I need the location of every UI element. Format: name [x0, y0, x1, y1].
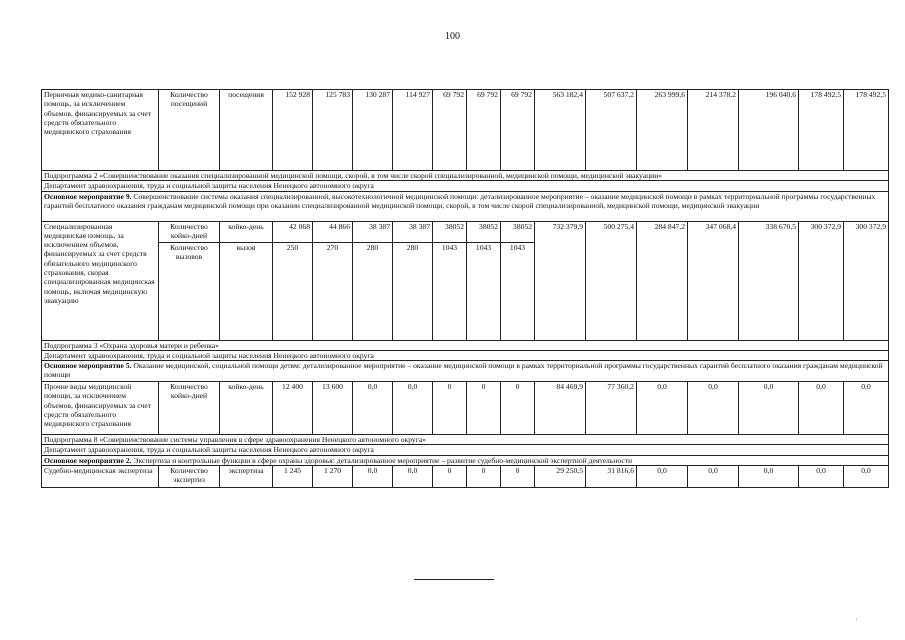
finance-cell: 263 999,6	[637, 90, 688, 171]
finance-cell: 732 379,9	[535, 221, 586, 340]
finance-cell: 300 372,9	[799, 221, 844, 340]
value-cell: 152 928	[273, 90, 313, 171]
finance-cell: 178 492,5	[844, 90, 889, 171]
subprogram-row	[42, 435, 889, 445]
event-description	[42, 455, 889, 465]
value-cell: 0	[501, 382, 535, 435]
department-name: Департамент здравоохранения, труда и социальной защиты населения Ненецкого автономного округа	[42, 350, 889, 360]
event-label: Основное мероприятие 9.	[44, 191, 132, 201]
finance-cell: 0,0	[844, 466, 889, 488]
event-row	[42, 455, 889, 465]
value-cell: 0	[467, 466, 501, 488]
value-cell: 280	[353, 242, 393, 340]
value-cell: 44 866	[313, 221, 353, 242]
value-cell: 38052	[433, 221, 467, 242]
unit-cell: экспертиза	[220, 466, 273, 488]
value-cell: 1043	[501, 242, 535, 340]
finance-cell: 563 182,4	[535, 90, 586, 171]
value-cell: 69 792	[433, 90, 467, 171]
department-name: Департамент здравоохранения, труда и социальной защиты населения Ненецкого автономного округа	[42, 181, 889, 191]
event-text: Оказание медицинской, социальной помощи детям: детализированное мероприятие – оказание медицинской помощи в рамках территориальной программы государственных гарантий бесплатного оказания гражданам медицинской помощи	[44, 361, 883, 380]
finance-cell: 507 637,2	[586, 90, 637, 171]
finance-cell: 31 816,6	[586, 466, 637, 488]
event-row	[42, 361, 889, 382]
subprogram-row	[42, 340, 889, 350]
indicator-cell: Количество койко-дней	[159, 221, 220, 242]
value-cell: 114 927	[393, 90, 433, 171]
unit-cell: койко-день	[220, 382, 273, 435]
unit-cell: койко-день	[220, 221, 273, 242]
event-label: Основное мероприятие 5.	[44, 361, 132, 371]
finance-cell: 338 670,5	[739, 221, 799, 340]
scan-speck	[856, 619, 857, 620]
value-cell: 0,0	[353, 466, 393, 488]
finance-cell: 284 847,2	[637, 221, 688, 340]
table-row	[42, 466, 889, 488]
value-cell: 125 783	[313, 90, 353, 171]
indicator-cell: Количество вызовов	[159, 242, 220, 340]
department-row	[42, 181, 889, 191]
finance-cell: 0,0	[637, 382, 688, 435]
value-cell: 0	[501, 466, 535, 488]
value-cell: 0,0	[393, 466, 433, 488]
activity-name-cell: Первичная медико-санитарная помощь, за исключением объемов, финансируемых за счет средств обязательного медицинского страхования	[42, 90, 159, 171]
value-cell: 270	[313, 242, 353, 340]
value-cell: 1 245	[273, 466, 313, 488]
finance-cell: 0,0	[688, 382, 739, 435]
finance-cell: 214 378,2	[688, 90, 739, 171]
value-cell: 0,0	[353, 382, 393, 435]
event-text: Экспертиза и контрольные функции в сфере охраны здоровья: детализированное мероприятие – развитие судебно-медицинской экспертной деятельности	[131, 455, 633, 465]
value-cell: 69 792	[467, 90, 501, 171]
value-cell: 38 387	[393, 221, 433, 242]
department-row	[42, 445, 889, 455]
value-cell: 69 792	[501, 90, 535, 171]
value-cell: 38052	[501, 221, 535, 242]
subprogram-title: Подпрограмма 8 «Совершенствование системы управления в сфере здравоохранения Ненецкого автономного округа»	[42, 435, 889, 445]
program-table	[41, 89, 889, 488]
finance-cell: 0,0	[799, 382, 844, 435]
value-cell: 38052	[467, 221, 501, 242]
department-name: Департамент здравоохранения, труда и социальной защиты населения Ненецкого автономного округа	[42, 445, 889, 455]
page-number: 100	[445, 31, 460, 42]
finance-cell: 0,0	[637, 466, 688, 488]
value-cell: 250	[273, 242, 313, 340]
subprogram-row	[42, 171, 889, 181]
footnote-separator	[414, 579, 494, 580]
finance-cell: 29 250,5	[535, 466, 586, 488]
unit-cell: посещения	[220, 90, 273, 171]
indicator-cell: Количество экспертиз	[159, 466, 220, 488]
activity-name-cell: Прочие виды медицинской помощи, за исключением объемов, финансируемых за счет средств обязательного медицинского страхования	[42, 382, 159, 435]
value-cell: 12 400	[273, 382, 313, 435]
value-cell: 0	[433, 382, 467, 435]
finance-cell: 0,0	[688, 466, 739, 488]
event-row	[42, 191, 889, 221]
finance-cell: 178 492,5	[799, 90, 844, 171]
event-description	[42, 191, 889, 221]
finance-cell: 84 469,9	[535, 382, 586, 435]
finance-cell: 0,0	[739, 466, 799, 488]
value-cell: 130 287	[353, 90, 393, 171]
event-description	[42, 361, 889, 382]
value-cell: 0	[467, 382, 501, 435]
table-row	[42, 221, 889, 242]
value-cell: 280	[393, 242, 433, 340]
value-cell: 1 270	[313, 466, 353, 488]
department-row	[42, 350, 889, 360]
finance-cell: 347 068,4	[688, 221, 739, 340]
activity-name-cell: Судебно-медицинская экспертиза	[42, 466, 159, 488]
unit-cell: вызов	[220, 242, 273, 340]
value-cell: 0,0	[393, 382, 433, 435]
finance-cell: 500 275,4	[586, 221, 637, 340]
value-cell: 13 600	[313, 382, 353, 435]
finance-cell: 300 372,9	[844, 221, 889, 340]
value-cell: 42 068	[273, 221, 313, 242]
value-cell: 38 387	[353, 221, 393, 242]
finance-cell: 196 040,6	[739, 90, 799, 171]
table-row	[42, 90, 889, 171]
finance-cell: 0,0	[844, 382, 889, 435]
indicator-cell: Количество посещений	[159, 90, 220, 171]
value-cell: 1043	[467, 242, 501, 340]
value-cell: 0	[433, 466, 467, 488]
value-cell: 1043	[433, 242, 467, 340]
subprogram-title: Подпрограмма 3 «Охрана здоровья матери и ребенка»	[42, 340, 889, 350]
event-label: Основное мероприятие 2.	[44, 455, 132, 465]
indicator-cell: Количество койко-дней	[159, 382, 220, 435]
finance-cell: 77 360,2	[586, 382, 637, 435]
event-text: Совершенствование системы оказания специализированной, высокотехнологичной медицинской помощи: детализированное мероприятие – оказание медицинской помощи в рамках территориальной программы государственных гарантий бесплатного оказания гражданам медицинской помощи при оказании специализированной медицинской помощи, скорой, в том числе скорой специализированной, медицинской помощи, медицинской эвакуации	[44, 191, 876, 210]
activity-name-cell: Специализированная медицинская помощь, за исключением объемов, финансируемых за счет средств обязательного медицинского страхования, скорая специализированная медицинская помощь, включая медицинскую эвакуацию	[42, 221, 159, 340]
finance-cell: 0,0	[799, 466, 844, 488]
table-row	[42, 382, 889, 435]
finance-cell: 0,0	[739, 382, 799, 435]
subprogram-title: Подпрограмма 2 «Совершенствование оказания специализированной медицинской помощи, скорой, в том числе скорой специализированной, медицинской помощи, медицинской эвакуации»	[42, 171, 889, 181]
